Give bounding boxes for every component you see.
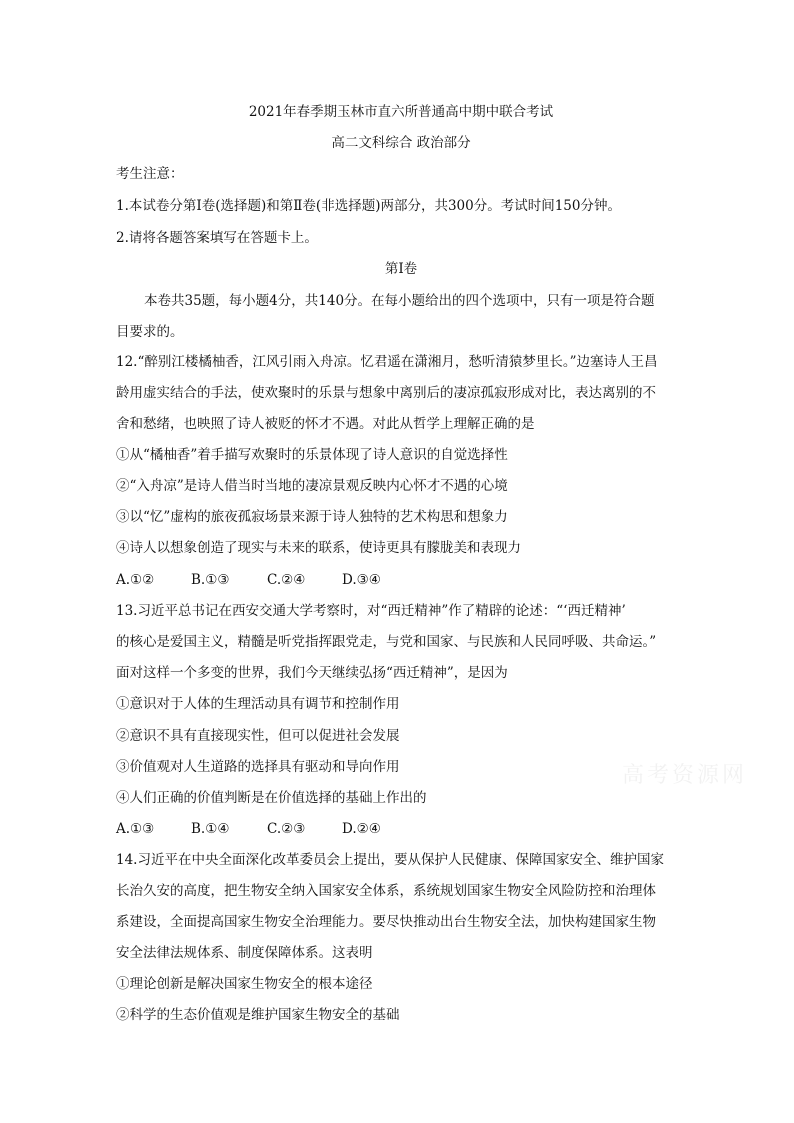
notice-item-1: 1.本试卷分第Ⅰ卷(选择题)和第Ⅱ卷(非选择题)两部分，共300分。考试时间150分钟。 (116, 198, 621, 214)
q14-stem-line-3: 系建设，全面提高国家生物安全治理能力。要尽快推动出台生物安全法，加快构建国家生物 (116, 914, 656, 930)
notice-heading: 考生注意： (116, 166, 184, 182)
q12-option-b: B.①③ (191, 572, 230, 588)
q13-statement-3: ③价值观对人生道路的选择具有驱动和导向作用 (116, 759, 400, 775)
q14-statement-2: ②科学的生态价值观是维护国家生物安全的基础 (116, 1007, 400, 1023)
q14-stem-line-4: 安全法律法规体系、制度保障体系。这表明 (116, 945, 373, 961)
q12-statement-1: ①从“橘柚香”着手描写欢聚时的乐景体现了诗人意识的自觉选择性 (116, 447, 508, 463)
q12-stem-line-3: 舍和愁绪，也映照了诗人被贬的怀才不遇。对此从哲学上理解正确的是 (116, 416, 535, 432)
exam-subtitle: 高二文科综合 政治部分 (331, 135, 471, 151)
section-intro-line-2: 目要求的。 (116, 324, 184, 340)
q13-option-c: C.②③ (267, 821, 306, 837)
q13-statement-1: ①意识对于人体的生理活动具有调节和控制作用 (116, 696, 400, 712)
q13-option-d: D.②④ (342, 821, 381, 837)
q13-stem-line-2: 的核心是爱国主义，精髓是听党指挥跟党走，与党和国家、与民族和人民同呼吸、共命运。” (116, 634, 657, 650)
q14-stem-line-2: 长治久安的高度，把生物安全纳入国家安全体系，系统规划国家生物安全风险防控和治理体 (116, 883, 656, 899)
q12-statement-4: ④诗人以想象创造了现实与未来的联系，使诗更具有朦胧美和表现力 (116, 540, 521, 556)
q12-option-c: C.②④ (267, 572, 306, 588)
q12-stem-line-2: 龄用虚实结合的手法，使欢聚时的乐景与想象中离别后的凄凉孤寂形成对比，表达离别的不 (116, 385, 656, 401)
exam-title: 2021年春季期玉林市直六所普通高中期中联合考试 (248, 104, 554, 120)
q13-stem-line-1: 13.习近平总书记在西安交通大学考察时，对“西迁精神”作了精辟的论述：“‘西迁精神’ (116, 603, 626, 619)
q13-option-b: B.①④ (191, 821, 230, 837)
q13-options (116, 819, 381, 839)
watermark-logo: 高考资源网 (622, 763, 748, 788)
q14-stem-line-1: 14.习近平在中央全面深化改革委员会上提出，要从保护人民健康、保障国家安全、维护国家 (116, 852, 664, 868)
section-intro-line-1: 本卷共35题，每小题4分，共140分。在每小题给出的四个选项中，只有一项是符合题 (144, 293, 655, 309)
q12-statement-3: ③以“忆”虚构的旅夜孤寂场景来源于诗人独特的艺术构思和想象力 (116, 509, 508, 525)
q12-option-d: D.③④ (342, 572, 381, 588)
q12-options (116, 570, 381, 590)
q13-statement-2: ②意识不具有直接现实性，但可以促进社会发展 (116, 728, 400, 744)
q12-option-a: A.①② (116, 572, 155, 588)
notice-item-2: 2.请将各题答案填写在答题卡上。 (116, 230, 318, 246)
q13-statement-4: ④人们正确的价值判断是在价值选择的基础上作出的 (116, 790, 427, 806)
q14-statement-1: ①理论创新是解决国家生物安全的根本途径 (116, 976, 373, 992)
section-title: 第Ⅰ卷 (384, 261, 418, 277)
q12-statement-2: ②“入舟凉”是诗人借当时当地的凄凉景观反映内心怀才不遇的心境 (116, 478, 508, 494)
q13-stem-line-3: 面对这样一个多变的世界，我们今天继续弘扬“西迁精神”，是因为 (116, 665, 508, 681)
q12-stem-line-1: 12.“醉别江楼橘柚香，江风引雨入舟凉。忆君遥在潇湘月，愁听清猿梦里长。”边塞诗人王昌 (116, 354, 658, 370)
q13-option-a: A.①③ (116, 821, 155, 837)
